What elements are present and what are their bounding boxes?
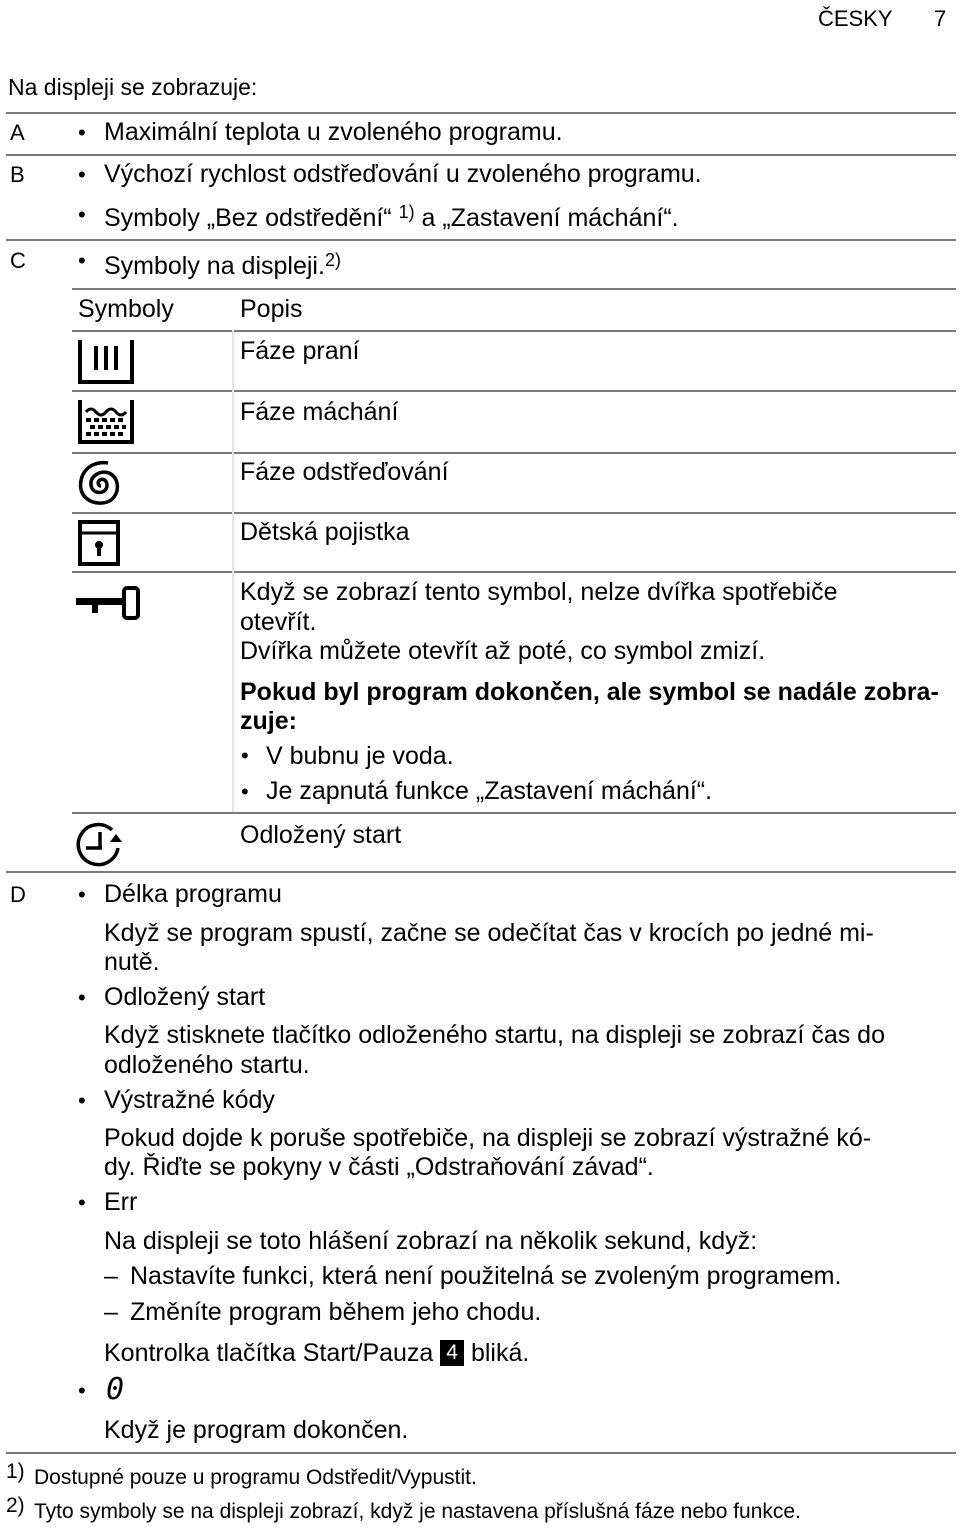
d-item-alarm-codes-body1: Pokud dojde k poruše spotřebiče, na displeji se zobrazí výstražné kó- [104, 1124, 872, 1152]
button-number-badge: 4 [440, 1340, 464, 1366]
divider [72, 452, 956, 454]
row-label-b: B [10, 162, 25, 187]
door-lock-bullet-2: Je zapnutá funkce „Zastavení máchání“. [266, 777, 713, 805]
d-item-err-body1: Na displeji se toto hlášení zobrazí na několik sekund, když: [104, 1227, 758, 1255]
d-item-err-dash-2: Změníte program během jeho chodu. [130, 1298, 542, 1326]
spin-phase-icon [76, 460, 126, 508]
symbol-desc-delay-start: Odložený start [240, 821, 402, 849]
row-c-label-text: Symboly na displeji. [104, 252, 325, 280]
symbol-desc-spin: Fáze odstřeďování [240, 458, 449, 486]
status-text-a: Kontrolka tlačítka Start/Pauza [104, 1339, 434, 1367]
col-header-desc: Popis [240, 295, 303, 323]
divider [6, 1452, 956, 1454]
child-lock-icon [76, 520, 126, 568]
section-title: Na displeji se zobrazuje: [8, 74, 258, 100]
door-lock-desc1: Když se zobrazí tento symbol, nelze dvířka spotřebiče [240, 578, 838, 606]
d-item-end-body: Když je program dokončen. [104, 1416, 409, 1444]
row-c-text [104, 250, 341, 281]
row-b-text2a: Symboly „Bez odstředění“ [104, 204, 392, 232]
column-divider [232, 330, 234, 812]
row-label-a: A [10, 120, 25, 145]
divider [6, 112, 956, 114]
d-item-program-length-title: Délka programu [104, 880, 282, 908]
footnote-mark-2: 2) [6, 1494, 25, 1517]
bullet: • [78, 882, 86, 907]
dash: – [104, 1298, 118, 1326]
d-item-err-title: Err [104, 1188, 138, 1216]
door-lock-desc2: otevřít. [240, 608, 317, 636]
d-item-program-length-body1: Když se program spustí, začne se odečítat čas v krocích po jedné mi- [104, 919, 874, 947]
bullet: • [78, 985, 86, 1010]
bullet: • [241, 743, 249, 768]
divider [72, 812, 956, 814]
d-item-err-status [104, 1339, 529, 1368]
row-label-d: D [10, 882, 26, 907]
rinse-phase-icon [76, 398, 138, 448]
d-item-delay-start-body2: odloženého startu. [104, 1051, 310, 1079]
divider [6, 871, 956, 873]
bullet: • [78, 202, 86, 227]
d-item-alarm-codes-title: Výstražné kódy [104, 1086, 275, 1114]
bullet: • [78, 1088, 86, 1113]
divider [6, 239, 956, 241]
d-item-alarm-codes-body2: dy. Řiďte se pokyny v části „Odstraňování závad“. [104, 1153, 654, 1181]
d-item-err-dash-1: Nastavíte funkci, která není použitelná se zvoleným programem. [130, 1262, 842, 1290]
bullet: • [78, 120, 86, 145]
bullet: • [78, 1378, 86, 1403]
footnote-text-1: Dostupné pouze u programu Odstředit/Vypustit. [34, 1466, 477, 1489]
header-language: ČESKY [818, 6, 893, 31]
page-number: 7 [934, 6, 947, 31]
delay-start-icon [76, 822, 128, 870]
end-display-zero-icon: 0 [106, 1372, 125, 1407]
row-a-text: Maximální teplota u zvoleného programu. [104, 118, 563, 146]
dash: – [104, 1262, 118, 1290]
door-lock-bold2: zuje: [240, 707, 297, 735]
d-item-delay-start-title: Odložený start [104, 983, 266, 1011]
symbol-desc-child-lock: Dětská pojistka [240, 518, 410, 546]
bullet: • [78, 1190, 86, 1215]
bullet: • [241, 779, 249, 804]
divider [72, 571, 956, 573]
divider [72, 330, 956, 332]
divider [72, 390, 956, 392]
row-b-text2 [104, 202, 679, 233]
symbol-desc-rinse: Fáze máchání [240, 398, 399, 426]
divider [72, 288, 956, 290]
footnote-text-2: Tyto symboly se na displeji zobrazí, když je nastavena příslušná fáze nebo funkce. [34, 1500, 801, 1523]
door-lock-key-icon [76, 586, 146, 622]
footnote-ref-1: 1) [398, 202, 415, 222]
footnote-ref-2: 2) [324, 250, 341, 270]
bullet: • [78, 248, 86, 273]
footnote-mark-1: 1) [6, 1460, 25, 1483]
door-lock-bullet-1: V bubnu je voda. [266, 742, 454, 770]
d-item-program-length-body2: nutě. [104, 948, 160, 976]
symbol-desc-wash: Fáze praní [240, 337, 360, 365]
col-header-symbols: Symboly [78, 295, 174, 323]
row-b-text1: Výchozí rychlost odstřeďování u zvoleného programu. [104, 160, 702, 188]
door-lock-desc3: Dvířka můžete otevřít až poté, co symbol zmizí. [240, 637, 766, 665]
divider [72, 512, 956, 514]
bullet: • [78, 162, 86, 187]
divider [6, 154, 956, 156]
d-item-delay-start-body1: Když stisknete tlačítko odloženého startu, na displeji se zobrazí čas do [104, 1021, 885, 1049]
door-lock-bold1: Pokud byl program dokončen, ale symbol se nadále zobra- [240, 678, 939, 706]
status-text-b: bliká. [470, 1339, 530, 1367]
wash-phase-icon [76, 338, 138, 388]
row-b-text2b: a „Zastavení máchání“. [421, 204, 679, 232]
row-label-c: C [10, 248, 26, 273]
